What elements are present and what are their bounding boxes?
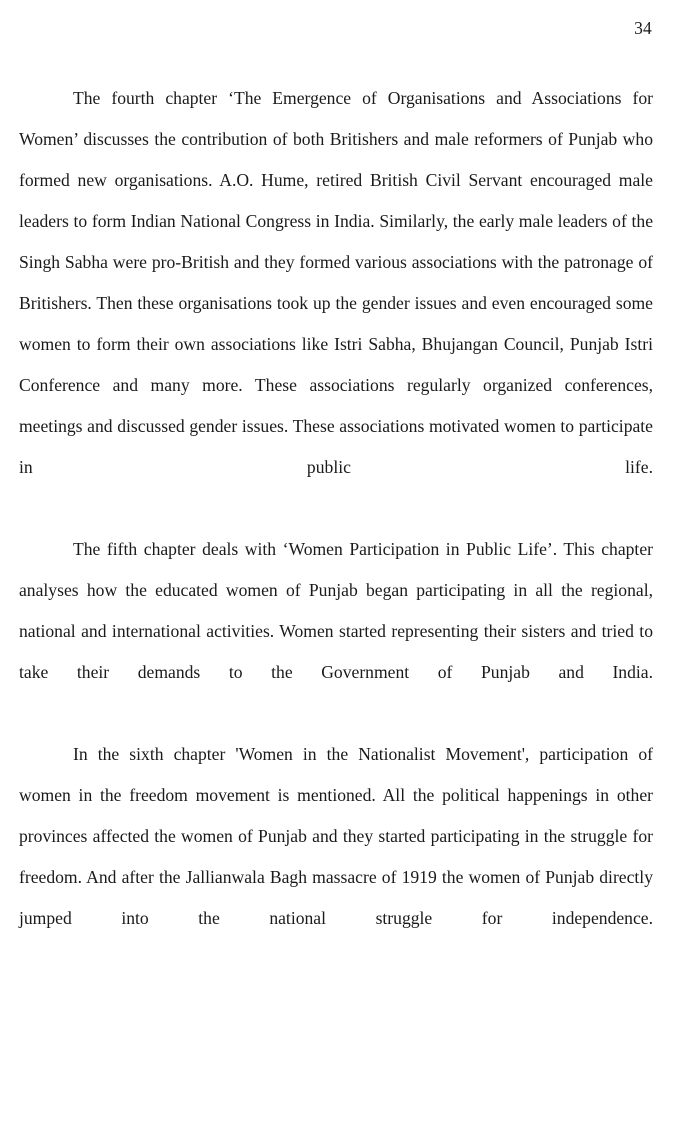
paragraph-fourth-chapter: The fourth chapter ‘The Emergence of Organisations and Associations for Women’ discusses the contribution of both Britishers and male reformers of Punjab who formed new organisations. A.O. Hume, retired British Civil Servant encouraged male leaders to form Indian National Congress in India. Similarly, the early male leaders of the Singh Sabha were pro-British and they formed various associations with the patronage of Britishers. Then these organisations took up the gender issues and even encouraged some women to form their own associations like Istri Sabha, Bhujangan Council, Punjab Istri Conference and many more. These associations regularly organized conferences, meetings and discussed gender issues. These associations motivated women to participate in public life. (19, 88, 653, 477)
paragraph-sixth-chapter: In the sixth chapter 'Women in the Nationalist Movement', participation of women in the freedom movement is mentioned. All the political happenings in other provinces affected the women of Punjab and they started participating in the struggle for freedom. And after the Jallianwala Bagh massacre of 1919 the women of Punjab directly jumped into the national struggle for independence. (19, 744, 653, 928)
page-number: 34 (634, 18, 652, 38)
body-text-block (19, 78, 653, 980)
paragraph-fifth-chapter: The fifth chapter deals with ‘Women Participation in Public Life’. This chapter analyses how the educated women of Punjab began participating in all the regional, national and international activities. Women started representing their sisters and tried to take their demands to the Government of Punjab and India. (19, 539, 653, 682)
